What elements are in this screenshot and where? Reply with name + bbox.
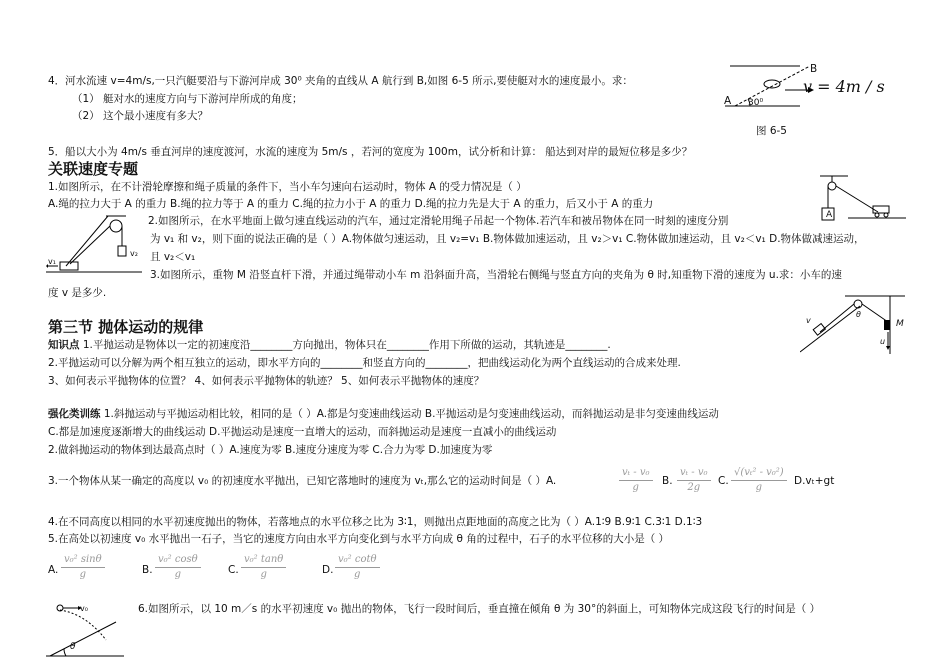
t5-option-b-label: B. (142, 564, 153, 576)
s1-q3-line2: 度 v 是多少. (48, 287, 107, 299)
q3-fig-theta: θ (856, 310, 861, 319)
q3-incline-figure (800, 292, 910, 354)
t5-option-c-fraction: $\frac{\text{v₀² tanθ}}{g}$ (241, 553, 286, 582)
s1-q1: 1.如图所示，在不计滑轮摩擦和绳子质量的条件下，当小车匀速向右运动时，物体 A 的受力情况是（ ） (48, 181, 527, 193)
t3-option-a-fraction: $\frac{\text{vₜ - v₀}}{g}$ (619, 466, 653, 495)
q3-fig-u: u (880, 337, 886, 346)
t1-line1: 1.斜抛运动与平抛运动相比较，相同的是（ ）A.都是匀变速曲线运动 B.平抛运动是匀变速曲线运动，而斜抛运动是非匀变速曲线运动 (103, 408, 719, 420)
s1-q3-line1: 3.如图所示，重物 M 沿竖直杆下滑，并通过绳带动小车 m 沿斜面升高，当滑轮右侧绳与竖直方向的夹角为 θ 时,知重物下滑的速度为 u.求：小车的速 (150, 269, 842, 281)
section-title-projectile: 第三节 抛体运动的规律 (48, 318, 204, 336)
q3-fig-m: M (896, 319, 904, 329)
k1-text: 1.平抛运动是物体以一定的初速度沿________方向抛出，物体只在________作用下所做的运动，其轨迹是________. (82, 339, 611, 351)
figure-6-5 (720, 58, 890, 148)
t5-text: 5.在高处以初速度 v₀ 水平抛出一石子，当它的速度方向由水平方向变化到与水平方向成 θ 角的过程中，石子的水平位移的大小是（ ） (48, 533, 670, 545)
fig65-velocity: v = 4m / s (803, 77, 885, 96)
t3-option-c-label: C. (718, 475, 729, 487)
knowledge-label: 知识点 (48, 339, 80, 351)
t6-fig-theta: θ (70, 642, 76, 652)
fig65-caption: 图 6-5 (756, 125, 787, 137)
q4-part2: （2） 这个最小速度有多大？ (72, 110, 209, 122)
q5-text: 5．船以大小为 4m/s 垂直河岸的速度渡河，水流的速度为 5m/s ，若河的宽度为 100m，试分析和计算： 船达到对岸的最短位移是多少？ (48, 146, 693, 158)
q2-fig-v1: v₁ (48, 257, 56, 266)
t3-option-d: D.vₜ+gt (794, 475, 835, 487)
t5-option-d-fraction: $\frac{\text{v₀² cotθ}}{g}$ (335, 553, 380, 582)
t5-option-a-label: A. (48, 564, 59, 576)
s1-q2-line2: 为 v₁ 和 v₂，则下面的说法正确的是（ ）A.物体做匀速运动，且 v₂=v₁ B.物体做加速运动，且 v₂＞v₁ C.物体做加速运动，且 v₂＜v₁ D.物体做减速运动， (150, 233, 865, 245)
q4-stem: 4．河水流速 v=4m/s,一只汽艇要沿与下游河岸成 30⁰ 夹角的直线从 A 航行到 B,如图 6-5 所示,要使艇对水的速度最小。求： (48, 75, 633, 87)
t3-option-b-label: B. (662, 475, 673, 487)
fig65-label-a: A (724, 95, 732, 107)
t3-option-c-fraction: $\frac{\text{√(vₜ² - v₀²)}}{g}$ (731, 466, 787, 495)
q2-fig-v2: v₂ (130, 249, 138, 258)
fig65-label-b: B (810, 63, 818, 75)
t6-text: 6.如图所示，以 10 m／s 的水平初速度 v₀ 抛出的物体，飞行一段时间后，垂直撞在倾角 θ 为 30°的斜面上，可知物体完成这段飞行的时间是（ ） (138, 603, 821, 615)
q1-fig-label-a: A (826, 210, 833, 220)
s1-q1-options: A.绳的拉力大于 A 的重力 B.绳的拉力等于 A 的重力 C.绳的拉力小于 A 的重力 D.绳的拉力先是大于 A 的重力，后又小于 A 的重力 (48, 198, 654, 210)
t5-option-c-label: C. (228, 564, 239, 576)
t5-option-b-fraction: $\frac{\text{v₀² cosθ}}{g}$ (155, 553, 201, 582)
k2-text: 2.平抛运动可以分解为两个相互独立的运动，即水平方向的________和竖直方向的________，把曲线运动化为两个直线运动的合成来处理. (48, 357, 681, 369)
training-label: 强化类训练 (48, 408, 101, 420)
t3-text: 3.一个物体从某一确定的高度以 v₀ 的初速度水平抛出，已知它落地时的速度为 vₜ,那么它的运动时间是（ ）A. (48, 475, 557, 487)
section-title-related-velocity: 关联速度专题 (48, 160, 139, 178)
t1-line2: C.都是加速度逐渐增大的曲线运动 D.平抛运动是速度一直增大的运动，而斜抛运动是速度一直减小的曲线运动 (48, 426, 557, 438)
t3-option-b-fraction: $\frac{\text{vₜ - v₀}}{2g}$ (677, 466, 711, 495)
t2-text: 2.做斜抛运动的物体到达最高点时（ ）A.速度为零 B.速度分速度为零 C.合力为零 D.加速度为零 (48, 444, 493, 456)
t5-option-d-label: D. (322, 564, 334, 576)
q4-part1: （1） 艇对水的速度方向与下游河岸所成的角度； (72, 93, 303, 105)
q2-car-pulley-figure (46, 214, 146, 274)
k3-text: 3、如何表示平抛物体的位置？ 4、如何表示平抛物体的轨迹？ 5、如何表示平抛物体的速度？ (48, 375, 485, 387)
t6-fig-v0: v₀ (80, 604, 88, 613)
fig65-angle: 30⁰ (748, 98, 764, 108)
t4-text: 4.在不同高度以相同的水平初速度抛出的物体，若落地点的水平位移之比为 3∶1，则抛出点距地面的高度之比为（ ）A.1∶9 B.9∶1 C.3∶1 D.1∶3 (48, 516, 703, 528)
q3-fig-v: v (806, 316, 811, 325)
t5-option-a-fraction: $\frac{\text{v₀² sinθ}}{g}$ (61, 553, 105, 582)
s1-q2-line1: 2.如图所示，在水平地面上做匀速直线运动的汽车，通过定滑轮用绳子吊起一个物体.若汽车和被吊物体在同一时刻的速度分别 (148, 215, 729, 227)
s1-q2-line3: 且 v₂＜v₁ (150, 251, 196, 263)
